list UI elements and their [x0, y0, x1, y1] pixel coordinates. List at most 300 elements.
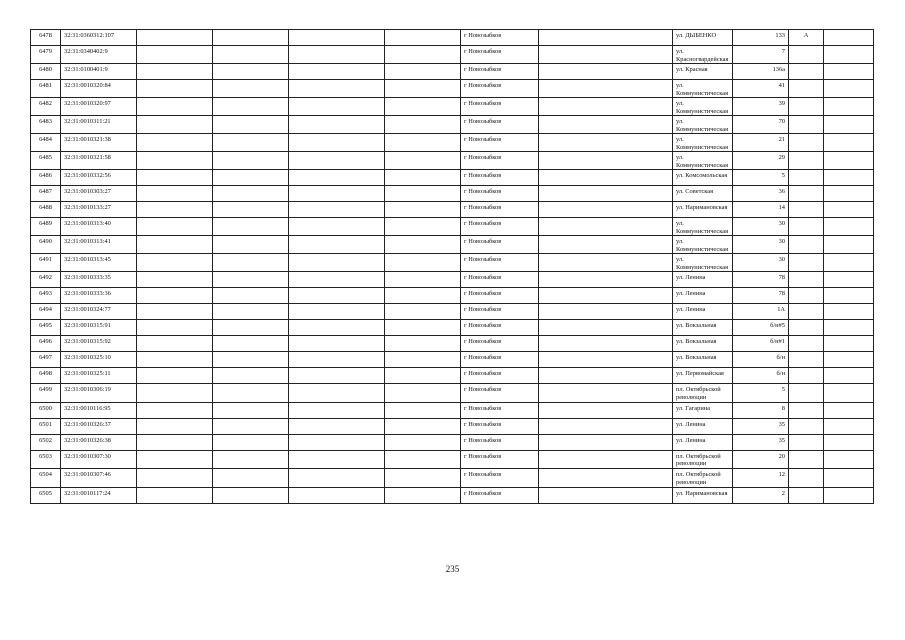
empty-cell — [385, 186, 461, 202]
settlement-cell: г Новозыбков — [461, 402, 539, 418]
letter-cell — [789, 434, 824, 450]
empty-cell — [824, 186, 874, 202]
settlement-cell: г Новозыбков — [461, 46, 539, 64]
empty-cell — [137, 254, 213, 272]
empty-cell — [213, 402, 289, 418]
house-number-cell: 2 — [733, 487, 789, 503]
settlement-cell: г Новозыбков — [461, 469, 539, 488]
street-cell: ул. Коммунистическая — [673, 218, 733, 236]
letter-cell — [789, 152, 824, 170]
settlement-cell: г Новозыбков — [461, 288, 539, 304]
empty-cell — [385, 236, 461, 254]
empty-cell — [824, 170, 874, 186]
empty-cell — [539, 152, 673, 170]
house-number-cell: 7 — [733, 46, 789, 64]
letter-cell — [789, 202, 824, 218]
settlement-cell: г Новозыбков — [461, 116, 539, 134]
house-number-cell: 41 — [733, 80, 789, 98]
empty-cell — [385, 272, 461, 288]
settlement-cell: г Новозыбков — [461, 80, 539, 98]
empty-cell — [289, 30, 385, 46]
letter-cell — [789, 368, 824, 384]
street-cell: ул. Ленина — [673, 272, 733, 288]
empty-cell — [539, 186, 673, 202]
street-cell: ул. Коммунистическая — [673, 254, 733, 272]
table-row — [31, 116, 874, 134]
letter-cell — [789, 80, 824, 98]
row-number-cell: 6482 — [31, 98, 61, 116]
cadastral-number-cell: 32:31:0010306:19 — [61, 384, 137, 403]
settlement-cell: г Новозыбков — [461, 202, 539, 218]
empty-cell — [539, 487, 673, 503]
street-cell: ул. Вокзальная — [673, 320, 733, 336]
empty-cell — [289, 336, 385, 352]
settlement-cell: г Новозыбков — [461, 170, 539, 186]
table-row — [31, 336, 874, 352]
street-cell: ул. Комсомольская — [673, 170, 733, 186]
empty-cell — [539, 98, 673, 116]
street-cell: ул. Первомайская — [673, 368, 733, 384]
house-number-cell: 14 — [733, 202, 789, 218]
empty-cell — [289, 64, 385, 80]
empty-cell — [824, 434, 874, 450]
empty-cell — [213, 186, 289, 202]
empty-cell — [137, 80, 213, 98]
street-cell: ул. Гагарина — [673, 402, 733, 418]
empty-cell — [213, 487, 289, 503]
house-number-cell: 5 — [733, 170, 789, 186]
empty-cell — [385, 434, 461, 450]
empty-cell — [137, 170, 213, 186]
letter-cell — [789, 116, 824, 134]
row-number-cell: 6503 — [31, 450, 61, 469]
cadastral-number-cell: 32:31:0010313:45 — [61, 254, 137, 272]
street-cell: ул. Красногвардейская — [673, 46, 733, 64]
settlement-cell: г Новозыбков — [461, 134, 539, 152]
cadastral-number-cell: 32:31:0010307:30 — [61, 450, 137, 469]
house-number-cell: 35 — [733, 418, 789, 434]
table-row — [31, 134, 874, 152]
house-number-cell: 30 — [733, 236, 789, 254]
street-cell: ул. Вокзальная — [673, 336, 733, 352]
house-number-cell: 8 — [733, 402, 789, 418]
letter-cell — [789, 254, 824, 272]
cadastral-number-cell: 32:31:0010325:10 — [61, 352, 137, 368]
empty-cell — [213, 30, 289, 46]
empty-cell — [137, 418, 213, 434]
registry-table-body — [31, 30, 874, 504]
empty-cell — [385, 80, 461, 98]
page-number: 235 — [445, 564, 460, 574]
cadastral-number-cell: 32:31:0010333:36 — [61, 288, 137, 304]
house-number-cell: 30 — [733, 218, 789, 236]
empty-cell — [539, 64, 673, 80]
empty-cell — [824, 98, 874, 116]
letter-cell — [789, 402, 824, 418]
empty-cell — [289, 368, 385, 384]
settlement-cell: г Новозыбков — [461, 487, 539, 503]
empty-cell — [213, 469, 289, 488]
table-row — [31, 80, 874, 98]
empty-cell — [137, 186, 213, 202]
empty-cell — [213, 288, 289, 304]
settlement-cell: г Новозыбков — [461, 434, 539, 450]
settlement-cell: г Новозыбков — [461, 272, 539, 288]
empty-cell — [289, 80, 385, 98]
empty-cell — [289, 218, 385, 236]
letter-cell — [789, 469, 824, 488]
empty-cell — [385, 368, 461, 384]
row-number-cell: 6494 — [31, 304, 61, 320]
empty-cell — [539, 46, 673, 64]
empty-cell — [213, 336, 289, 352]
table-row — [31, 236, 874, 254]
letter-cell — [789, 320, 824, 336]
empty-cell — [137, 46, 213, 64]
empty-cell — [824, 402, 874, 418]
table-row — [31, 98, 874, 116]
empty-cell — [539, 134, 673, 152]
empty-cell — [539, 254, 673, 272]
empty-cell — [539, 218, 673, 236]
empty-cell — [385, 320, 461, 336]
empty-cell — [824, 450, 874, 469]
empty-cell — [385, 152, 461, 170]
empty-cell — [137, 30, 213, 46]
empty-cell — [539, 418, 673, 434]
empty-cell — [289, 418, 385, 434]
street-cell: ул. ДЫБЕНКО — [673, 30, 733, 46]
empty-cell — [213, 80, 289, 98]
row-number-cell: 6484 — [31, 134, 61, 152]
empty-cell — [289, 152, 385, 170]
empty-cell — [824, 487, 874, 503]
row-number-cell: 6496 — [31, 336, 61, 352]
empty-cell — [289, 134, 385, 152]
empty-cell — [213, 272, 289, 288]
table-row — [31, 272, 874, 288]
empty-cell — [385, 352, 461, 368]
cadastral-number-cell: 32:31:0010320:97 — [61, 98, 137, 116]
settlement-cell: г Новозыбков — [461, 30, 539, 46]
empty-cell — [213, 418, 289, 434]
table-row — [31, 368, 874, 384]
cadastral-number-cell: 32:31:0010307:46 — [61, 469, 137, 488]
empty-cell — [137, 304, 213, 320]
street-cell: ул. Коммунистическая — [673, 134, 733, 152]
row-number-cell: 6505 — [31, 487, 61, 503]
cadastral-number-cell: 32:31:0010325:11 — [61, 368, 137, 384]
letter-cell — [789, 450, 824, 469]
cadastral-number-cell: 32:31:0010133:27 — [61, 202, 137, 218]
street-cell: ул. Красная — [673, 64, 733, 80]
street-cell: ул. Советская — [673, 186, 733, 202]
empty-cell — [213, 116, 289, 134]
house-number-cell: 20 — [733, 450, 789, 469]
empty-cell — [137, 134, 213, 152]
empty-cell — [137, 202, 213, 218]
letter-cell — [789, 304, 824, 320]
letter-cell — [789, 384, 824, 403]
empty-cell — [385, 134, 461, 152]
letter-cell — [789, 288, 824, 304]
row-number-cell: 6480 — [31, 64, 61, 80]
empty-cell — [289, 170, 385, 186]
row-number-cell: 6479 — [31, 46, 61, 64]
cadastral-number-cell: 32:31:0010321:38 — [61, 134, 137, 152]
table-row — [31, 186, 874, 202]
house-number-cell: 35 — [733, 434, 789, 450]
letter-cell — [789, 218, 824, 236]
house-number-cell: б/н#5 — [733, 320, 789, 336]
empty-cell — [539, 402, 673, 418]
row-number-cell: 6502 — [31, 434, 61, 450]
letter-cell — [789, 170, 824, 186]
house-number-cell: 136а — [733, 64, 789, 80]
empty-cell — [385, 64, 461, 80]
empty-cell — [137, 288, 213, 304]
empty-cell — [137, 64, 213, 80]
table-row — [31, 170, 874, 186]
empty-cell — [824, 320, 874, 336]
table-row — [31, 487, 874, 503]
settlement-cell: г Новозыбков — [461, 98, 539, 116]
empty-cell — [824, 418, 874, 434]
house-number-cell: 78 — [733, 272, 789, 288]
empty-cell — [539, 80, 673, 98]
empty-cell — [385, 402, 461, 418]
empty-cell — [213, 254, 289, 272]
empty-cell — [824, 272, 874, 288]
table-row — [31, 30, 874, 46]
empty-cell — [137, 152, 213, 170]
empty-cell — [385, 46, 461, 64]
empty-cell — [539, 384, 673, 403]
street-cell: пл. Октябрьской революции — [673, 384, 733, 403]
house-number-cell: 1А — [733, 304, 789, 320]
letter-cell — [789, 186, 824, 202]
empty-cell — [289, 202, 385, 218]
street-cell: ул. Наримановская — [673, 487, 733, 503]
cadastral-number-cell: 32:31:0010116:95 — [61, 402, 137, 418]
house-number-cell: 21 — [733, 134, 789, 152]
empty-cell — [137, 218, 213, 236]
row-number-cell: 6497 — [31, 352, 61, 368]
table-row — [31, 304, 874, 320]
street-cell: ул. Ленина — [673, 288, 733, 304]
house-number-cell: 36 — [733, 186, 789, 202]
street-cell: ул. Коммунистическая — [673, 152, 733, 170]
letter-cell — [789, 487, 824, 503]
street-cell: ул. Коммунистическая — [673, 116, 733, 134]
empty-cell — [213, 368, 289, 384]
cadastral-number-cell: 32:31:0010313:41 — [61, 236, 137, 254]
house-number-cell: 133 — [733, 30, 789, 46]
empty-cell — [213, 384, 289, 403]
cadastral-number-cell: 32:31:0010326:37 — [61, 418, 137, 434]
empty-cell — [385, 288, 461, 304]
letter-cell — [789, 98, 824, 116]
empty-cell — [213, 352, 289, 368]
letter-cell — [789, 352, 824, 368]
settlement-cell: г Новозыбков — [461, 186, 539, 202]
street-cell: пл. Октябрьской революции — [673, 469, 733, 488]
empty-cell — [539, 336, 673, 352]
street-cell: ул. Наримановская — [673, 202, 733, 218]
empty-cell — [539, 202, 673, 218]
empty-cell — [289, 46, 385, 64]
empty-cell — [137, 320, 213, 336]
row-number-cell: 6501 — [31, 418, 61, 434]
cadastral-number-cell: 32:31:0010324:77 — [61, 304, 137, 320]
empty-cell — [539, 288, 673, 304]
letter-cell — [789, 64, 824, 80]
empty-cell — [385, 450, 461, 469]
empty-cell — [137, 450, 213, 469]
street-cell: пл. Октябрьской революции — [673, 450, 733, 469]
cadastral-number-cell: 32:31:0010313:40 — [61, 218, 137, 236]
empty-cell — [385, 170, 461, 186]
empty-cell — [539, 352, 673, 368]
empty-cell — [213, 450, 289, 469]
settlement-cell: г Новозыбков — [461, 320, 539, 336]
row-number-cell: 6481 — [31, 80, 61, 98]
empty-cell — [385, 254, 461, 272]
settlement-cell: г Новозыбков — [461, 152, 539, 170]
empty-cell — [824, 254, 874, 272]
empty-cell — [289, 320, 385, 336]
settlement-cell: г Новозыбков — [461, 450, 539, 469]
street-cell: ул. Ленина — [673, 304, 733, 320]
row-number-cell: 6485 — [31, 152, 61, 170]
letter-cell: А — [789, 30, 824, 46]
empty-cell — [289, 487, 385, 503]
table-row — [31, 202, 874, 218]
row-number-cell: 6498 — [31, 368, 61, 384]
table-row — [31, 288, 874, 304]
table-row — [31, 218, 874, 236]
empty-cell — [213, 218, 289, 236]
empty-cell — [213, 134, 289, 152]
empty-cell — [539, 320, 673, 336]
empty-cell — [824, 384, 874, 403]
empty-cell — [213, 64, 289, 80]
empty-cell — [213, 98, 289, 116]
empty-cell — [539, 469, 673, 488]
empty-cell — [289, 288, 385, 304]
letter-cell — [789, 46, 824, 64]
street-cell: ул. Коммунистическая — [673, 236, 733, 254]
empty-cell — [385, 469, 461, 488]
empty-cell — [289, 304, 385, 320]
row-number-cell: 6499 — [31, 384, 61, 403]
empty-cell — [213, 304, 289, 320]
empty-cell — [137, 368, 213, 384]
row-number-cell: 6488 — [31, 202, 61, 218]
cadastral-number-cell: 32:31:0010332:56 — [61, 170, 137, 186]
table-row — [31, 254, 874, 272]
cadastral-number-cell: 32:31:0010315:92 — [61, 336, 137, 352]
empty-cell — [385, 304, 461, 320]
empty-cell — [539, 272, 673, 288]
empty-cell — [213, 236, 289, 254]
empty-cell — [289, 236, 385, 254]
house-number-cell: 5 — [733, 384, 789, 403]
empty-cell — [539, 368, 673, 384]
empty-cell — [137, 236, 213, 254]
empty-cell — [137, 469, 213, 488]
cadastral-number-cell: 32:31:0010117:24 — [61, 487, 137, 503]
empty-cell — [824, 469, 874, 488]
house-number-cell: 12 — [733, 469, 789, 488]
letter-cell — [789, 134, 824, 152]
settlement-cell: г Новозыбков — [461, 368, 539, 384]
empty-cell — [539, 450, 673, 469]
table-row — [31, 320, 874, 336]
row-number-cell: 6490 — [31, 236, 61, 254]
row-number-cell: 6489 — [31, 218, 61, 236]
row-number-cell: 6493 — [31, 288, 61, 304]
empty-cell — [137, 384, 213, 403]
empty-cell — [824, 46, 874, 64]
house-number-cell: 30 — [733, 254, 789, 272]
house-number-cell: б/н — [733, 352, 789, 368]
empty-cell — [289, 469, 385, 488]
empty-cell — [289, 402, 385, 418]
empty-cell — [824, 134, 874, 152]
row-number-cell: 6495 — [31, 320, 61, 336]
empty-cell — [824, 288, 874, 304]
empty-cell — [137, 487, 213, 503]
empty-cell — [137, 98, 213, 116]
house-number-cell: 70 — [733, 116, 789, 134]
row-number-cell: 6478 — [31, 30, 61, 46]
table-row — [31, 64, 874, 80]
table-row — [31, 402, 874, 418]
empty-cell — [824, 368, 874, 384]
empty-cell — [289, 116, 385, 134]
row-number-cell: 6492 — [31, 272, 61, 288]
street-cell: ул. Коммунистическая — [673, 80, 733, 98]
cadastral-number-cell: 32:31:0010321:58 — [61, 152, 137, 170]
cadastral-number-cell: 32:31:0100401:9 — [61, 64, 137, 80]
empty-cell — [824, 152, 874, 170]
settlement-cell: г Новозыбков — [461, 384, 539, 403]
table-row — [31, 450, 874, 469]
empty-cell — [539, 304, 673, 320]
letter-cell — [789, 418, 824, 434]
settlement-cell: г Новозыбков — [461, 236, 539, 254]
settlement-cell: г Новозыбков — [461, 336, 539, 352]
empty-cell — [385, 487, 461, 503]
table-row — [31, 434, 874, 450]
letter-cell — [789, 336, 824, 352]
cadastral-number-cell: 32:31:0010311:21 — [61, 116, 137, 134]
cadastral-number-cell: 32:31:0010326:38 — [61, 434, 137, 450]
empty-cell — [824, 236, 874, 254]
table-row — [31, 469, 874, 488]
row-number-cell: 6504 — [31, 469, 61, 488]
table-row — [31, 418, 874, 434]
street-cell: ул. Ленина — [673, 434, 733, 450]
empty-cell — [289, 384, 385, 403]
settlement-cell: г Новозыбков — [461, 418, 539, 434]
house-number-cell: б/н — [733, 368, 789, 384]
cadastral-number-cell: 32:31:0010320:84 — [61, 80, 137, 98]
row-number-cell: 6500 — [31, 402, 61, 418]
empty-cell — [137, 402, 213, 418]
empty-cell — [213, 152, 289, 170]
